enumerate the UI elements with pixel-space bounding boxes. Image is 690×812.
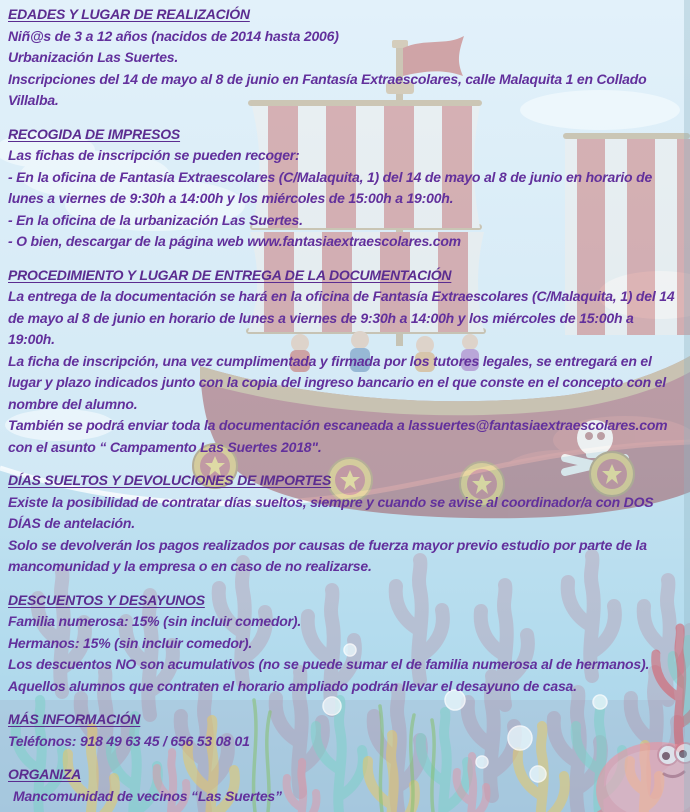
- section-6: [8, 709, 684, 752]
- paragraph: También se podrá enviar toda la documentación escaneada a lassuertes@fantasiaextraescolares.com con el asunto “ Campamento Las Suertes 2018".: [8, 417, 668, 455]
- paragraph: Familia numerosa: 15% (sin incluir comedor).: [8, 613, 302, 629]
- paragraph: Inscripciones del 14 de mayo al 8 de junio en Fantasía Extraescolares, calle Malaquita 1 en Collado Villalba.: [8, 70, 647, 108]
- section-2: [8, 124, 684, 253]
- paragraph: Mancomunidad de vecinos “Las Suertes”: [13, 787, 282, 804]
- section-title: RECOGIDA DE IMPRESOS: [8, 125, 181, 142]
- paragraph: Teléfonos: 918 49 63 45 / 656 53 08 01: [8, 732, 250, 749]
- paragraph: La entrega de la documentación se hará en la oficina de Fantasía Extraescolares (C/Malaquita, 1) del 14 de mayo al 8 de junio en horario de lunes a viernes de 9:30h a 14:00h y los miércoles de 15:00h a 19:00h.: [8, 288, 675, 347]
- section-4: [8, 470, 684, 578]
- section-title: ORGANIZA: [8, 766, 82, 782]
- paragraph: Los descuentos NO son acumulativos (no se puede sumar el de familia numerosa al de hermanos).: [8, 656, 650, 672]
- section-5: [8, 590, 684, 698]
- paragraph: - En la oficina de la urbanización Las Suertes.: [8, 211, 303, 228]
- paragraph: Niñ@s de 3 a 12 años (nacidos de 2014 hasta 2006): [8, 27, 339, 44]
- section-title: DESCUENTOS Y DESAYUNOS: [8, 591, 205, 608]
- paragraph: Las fichas de inscripción se pueden recoger:: [8, 147, 300, 163]
- paragraph: Existe la posibilidad de contratar días sueltos, siempre y cuando se avise al coordinador/a con DOS DÍAS de antelación.: [8, 493, 654, 531]
- section-3: [8, 265, 684, 459]
- paragraph: Urbanización Las Suertes.: [8, 49, 179, 65]
- section-title: DÍAS SUELTOS Y DEVOLUCIONES DE IMPORTES: [8, 472, 332, 488]
- paragraph: La ficha de inscripción, una vez cumplimentada y firmada por los tutores legales, se entregará en el lugar y plazo indicados junto con la copia del ingreso bancario en el que conste en el concepto con el nombre del alumno.: [8, 352, 666, 412]
- paragraph: - O bien, descargar de la página web www.fantasiaextraescolares.com: [8, 233, 461, 249]
- section-title: EDADES Y LUGAR DE REALIZACIÓN: [8, 6, 250, 22]
- section-1: [8, 4, 684, 112]
- paragraph: Hermanos: 15% (sin incluir comedor).: [8, 634, 253, 651]
- paragraph: - En la oficina de Fantasía Extraescolares (C/Malaquita, 1) del 14 de mayo al 8 de junio en horario de lunes a viernes de 9:30h a 14:00h y los miércoles de 15:00h a 19:00h.: [8, 168, 653, 206]
- section-title: PROCEDIMIENTO Y LUGAR DE ENTREGA DE LA DOCUMENTACIÓN: [8, 266, 452, 283]
- section-7: [8, 764, 684, 807]
- paragraph: Solo se devolverán los pagos realizados por causas de fuerza mayor previo estudio por parte de la mancomunidad y la empresa o en caso de no realizarse.: [8, 536, 647, 574]
- section-title: MÁS INFORMACIÓN: [8, 711, 141, 727]
- paragraph: Aquellos alumnos que contraten el horario ampliado podrán llevar el desayuno de casa.: [8, 677, 577, 694]
